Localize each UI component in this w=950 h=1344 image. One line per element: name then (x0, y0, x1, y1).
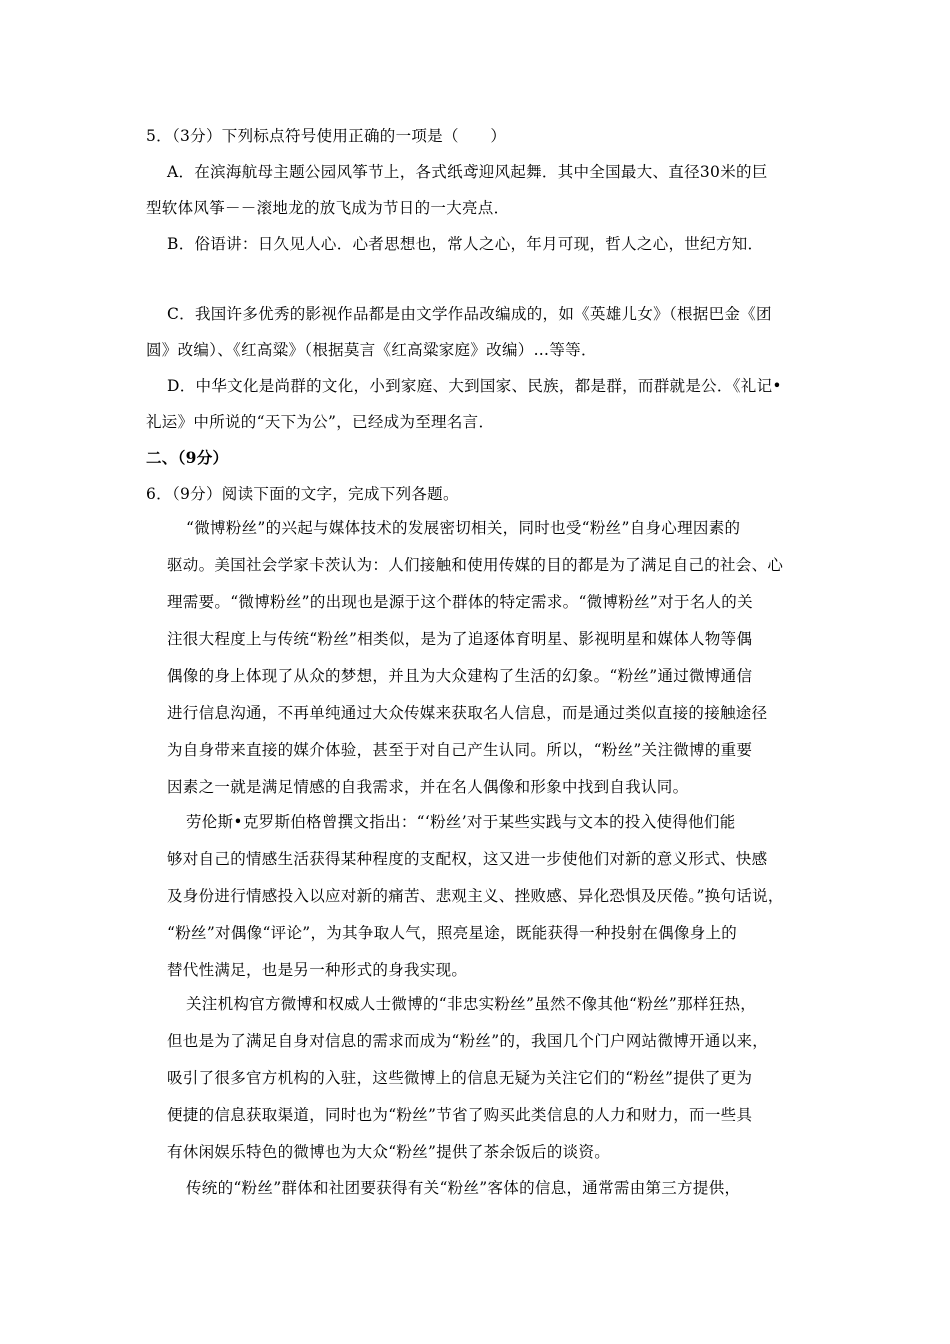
passage-line: 理需要。“微博粉丝”的出现也是源于这个群体的特定需求。“微博粉丝”对于名人的关 (167, 593, 753, 611)
passage-line: 替代性满足，也是另一种形式的身我实现。 (167, 961, 468, 979)
q5-stem: 5．（3分）下列标点符号使用正确的一项是（ ） (146, 127, 507, 145)
passage-line: 劳伦斯•克罗斯伯格曾撰文指出：“‘粉丝’对于某些实践与文本的投入使得他们能 (186, 813, 736, 831)
passage-line: 便捷的信息获取渠道，同时也为“粉丝”节省了购买此类信息的人力和财力，而一些具 (167, 1106, 753, 1124)
passage-line: 传统的“粉丝”群体和社团要获得有关“粉丝”客体的信息，通常需由第三方提供， (186, 1179, 741, 1197)
passage-line: 偶像的身上体现了从众的梦想，并且为大众建构了生活的幻象。“粉丝”通过微博通信 (167, 667, 753, 685)
q5-option-c-line1: C．我国许多优秀的影视作品都是由文学作品改编成的，如《英雄儿女》（根据巴金《团 (167, 305, 772, 323)
passage-line: 够对自己的情感生活获得某种程度的支配权，这又进一步使他们对新的意义形式、快感 (167, 850, 768, 868)
passage-line: 因素之一就是满足情感的自我需求，并在名人偶像和形象中找到自我认同。 (167, 778, 689, 796)
passage-line: 注很大程度上与传统“粉丝”相类似，是为了追逐体育明星、影视明星和媒体人物等偶 (167, 630, 753, 648)
q5-option-b-line1: B．俗语讲：日久见人心．心者思想也，常人之心，年月可现，哲人之心，世纪方知． (167, 235, 764, 253)
section-2-heading: 二、（9分） (146, 448, 229, 467)
passage-line: 有休闲娱乐特色的微博也为大众“粉丝”提供了茶余饭后的谈资。 (167, 1143, 611, 1161)
passage-line: “微博粉丝”的兴起与媒体技术的发展密切相关，同时也受“粉丝”自身心理因素的 (186, 519, 741, 537)
passage-line: 为自身带来直接的媒介体验，甚至于对自己产生认同。所以，“粉丝”关注微博的重要 (167, 741, 753, 759)
passage-line: 驱动。美国社会学家卡茨认为：人们接触和使用传媒的目的都是为了满足自己的社会、心 (167, 556, 784, 574)
passage-line: 进行信息沟通，不再单纯通过大众传媒来获取名人信息，而是通过类似直接的接触途径 (167, 704, 768, 722)
passage-line: 及身份进行情感投入以应对新的痛苦、悲观主义、挫败感、异化恐惧及厌倦。”换句话说， (167, 887, 784, 905)
q5-option-d-line2: 礼运》中所说的“天下为公”，已经成为至理名言． (146, 413, 495, 431)
passage-line: 关注机构官方微博和权威人士微博的“非忠实粉丝”虽然不像其他“粉丝”那样狂热， (186, 995, 757, 1013)
q5-option-a-line2: 型软体风筝－－滚地龙的放飞成为节日的一大亮点． (146, 199, 510, 217)
q5-option-a-line1: A．在滨海航母主题公园风筝节上，各式纸鸢迎风起舞．其中全国最大、直径30米的巨 (167, 163, 768, 181)
passage-line: 但也是为了满足自身对信息的需求而成为“粉丝”的，我国几个门户网站微博开通以来， (167, 1032, 769, 1050)
passage-line: “粉丝”对偶像“评论”，为其争取人气，照亮星途，既能获得一种投射在偶像身上的 (167, 924, 738, 942)
q5-option-c-line2: 圆》改编）、《红高粱》（根据莫言《红高粱家庭》改编）…等等． (146, 341, 597, 359)
q5-option-d-line1: D．中华文化是尚群的文化，小到家庭、大到国家、民族，都是群，而群就是公．《礼记• (167, 377, 782, 395)
passage-line: 吸引了很多官方机构的入驻，这些微博上的信息无疑为关注它们的“粉丝”提供了更为 (167, 1069, 753, 1087)
q6-stem: 6．（9分）阅读下面的文字，完成下列各题。 (146, 485, 459, 503)
